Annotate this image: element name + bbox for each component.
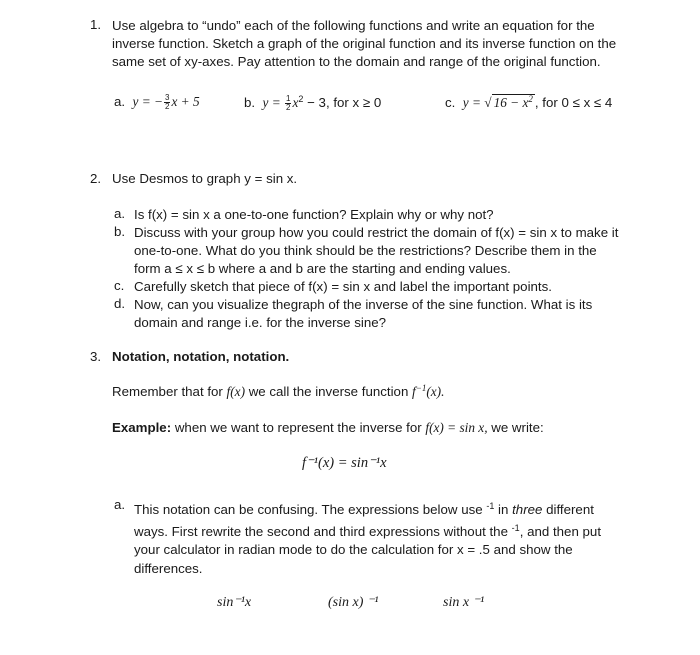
q1-part-b-prefix: y = [262,95,285,110]
q3-example-fx: f(x) = sin x, [425,420,488,435]
q1-part-c-exponent: 2 [528,94,533,104]
q1-part-c-prefix: y = √ [462,95,492,110]
q1-part-c [445,94,612,111]
q3-expression-2: (sin x) ⁻¹ [328,595,379,610]
q1-number: 1. [90,17,102,32]
q1-part-a [114,94,200,111]
q2-item-c: Carefully sketch that piece of f(x) = sin x and label the important points. [134,279,552,294]
q3-example: Example: when we want to represent the inverse for f(x) = sin x, we write: [112,420,544,435]
q3-part-a-line-1: This notation can be confusing. The expressions below use $^{-1}$ in three different [134,501,594,517]
q2-item-b: Discuss with your group how you could restrict the domain of f(x) = sin x to make it one-to-one. What do you think should be the restrictions? Describe them in the form a ≤ x ≤ b where a and b are the starting and ending values. [134,225,619,277]
q3-part-a-line-2: ways. First rewrite the second and third expressions without the $^{-1}$, and then put [134,523,602,540]
q1-part-b-fraction: $\frac{1}{2}$ [286,93,291,112]
q3-remember: Remember that for f(x) we call the inverse function $f^{-1}(x)$. [112,383,445,399]
q3-title: Notation, notation, notation. [112,349,290,364]
q3-part-a-line-4: differences. [134,560,203,576]
q1-part-c-label: c. [445,95,456,110]
q1-part-a-label: a. [114,94,126,110]
q1-part-b [244,94,381,112]
q2-item-b-label: b. [114,224,126,239]
q2-item-d: Now, can you visualize thegraph of the inverse of the sine function. What is its domain and range i.e. for the inverse sine? [134,297,593,331]
q3-part-a [134,497,601,578]
q3-part-a-line-3: your calculator in radian mode to do the calculation for x = .5 and show the [134,542,573,558]
q2-number: 2. [90,171,102,186]
q1-part-b-exponent: 2 [298,94,304,104]
q1-instructions [112,17,616,72]
q1-line-1: Use algebra to “undo” each of the following functions and write an equation for the [112,18,595,33]
q3-expression-1: sin⁻¹x [217,595,252,610]
q1-part-a-suffix: x + 5 [171,94,200,110]
q2-item-a: Is f(x) = sin x a one-to-one function? Explain why or why not? [134,207,494,222]
q1-part-b-suffix: − 3, for x ≥ 0 [303,95,382,110]
q2-item-a-label: a. [114,206,126,221]
q3-number: 3. [90,349,102,364]
q1-part-a-fraction: $\frac{3}{2}$ [164,93,170,111]
q1-part-b-mid: x [292,95,299,110]
q2-item-d-label: d. [114,296,126,311]
q3-remember-fx: f(x) [226,384,245,399]
q3-example-label: Example: [112,420,172,435]
q1-part-b-label: b. [244,95,256,110]
q1-line-3: same set of xy-axes. Pay attention to the domain and range of the original function. [112,54,601,70]
q1-part-c-radicand: $16 - x^2$ [493,94,533,110]
q3-expression-3: sin x ⁻¹ [443,595,485,610]
q1-line-2: inverse function. Sketch a graph of the original function and its inverse function on the [112,36,617,52]
q2-item-c-label: c. [114,278,125,293]
q1-part-c-suffix: , for 0 ≤ x ≤ 4 [534,95,613,110]
q3-remember-finv: f [412,384,416,399]
q2-intro: Use Desmos to graph y = sin x. [112,171,298,186]
q3-display-equation: f⁻¹(x) = sin⁻¹x [302,455,387,471]
q3-part-a-label: a. [114,497,126,512]
q1-part-a-prefix: y = − [132,94,163,110]
